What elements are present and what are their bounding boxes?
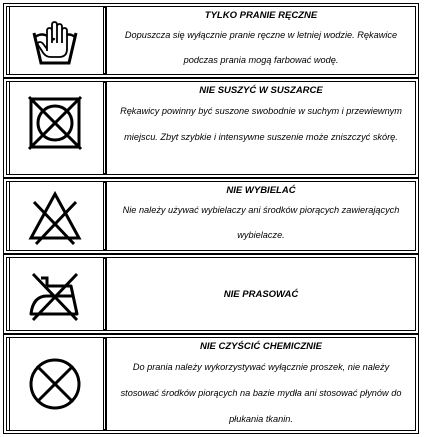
care-row-no-iron <box>3 254 419 334</box>
row-title: NIE WYBIELAĆ <box>226 185 296 196</box>
row-title: NIE CZYŚCIĆ CHEMICZNIE <box>200 341 322 352</box>
icon-cell <box>7 82 104 174</box>
row-title: TYLKO PRANIE RĘCZNE <box>204 10 318 21</box>
row-description: Dopuszcza się wyłącznie pranie ręczne w letniej wodzie. Rękawice podczas prania mogą farbować wodę. <box>124 30 398 65</box>
care-instructions-table <box>3 3 419 434</box>
icon-cell <box>7 182 104 250</box>
do-not-tumble-dry-icon <box>7 82 103 176</box>
care-row-no-bleach <box>3 178 419 254</box>
care-row-no-tumble-dry <box>3 78 419 178</box>
care-row-hand-wash <box>3 3 419 78</box>
do-not-bleach-icon <box>7 182 103 252</box>
row-description: Do prania należy wykorzystywać wyłącznie proszek, nie należy stosować środków piorących na bazie mydła ani stosować płynów do płukania tkanin. <box>120 362 402 424</box>
text-cell <box>107 7 415 74</box>
text-cell <box>107 338 415 430</box>
row-description: Nie należy używać wybielaczy ani środków piorących zawierających wybielacze. <box>122 205 400 240</box>
hand-wash-icon <box>7 7 103 76</box>
do-not-dry-clean-icon <box>7 338 103 432</box>
row-description: Rękawicy powinny być suszone swobodnie w suchym i przewiewnym miejscu. Zbyt szybkie i intensywne suszenie może zniszczyć skórę. <box>120 106 402 142</box>
icon-cell <box>7 338 104 430</box>
row-title: NIE PRASOWAĆ <box>223 289 299 300</box>
text-cell <box>107 258 415 330</box>
do-not-iron-icon <box>7 258 103 332</box>
text-cell <box>107 182 415 250</box>
row-title: NIE SUSZYĆ W SUSZARCE <box>199 85 323 96</box>
icon-cell <box>7 7 104 74</box>
icon-cell <box>7 258 104 330</box>
text-cell <box>107 82 415 174</box>
care-row-no-dry-clean <box>3 334 419 434</box>
